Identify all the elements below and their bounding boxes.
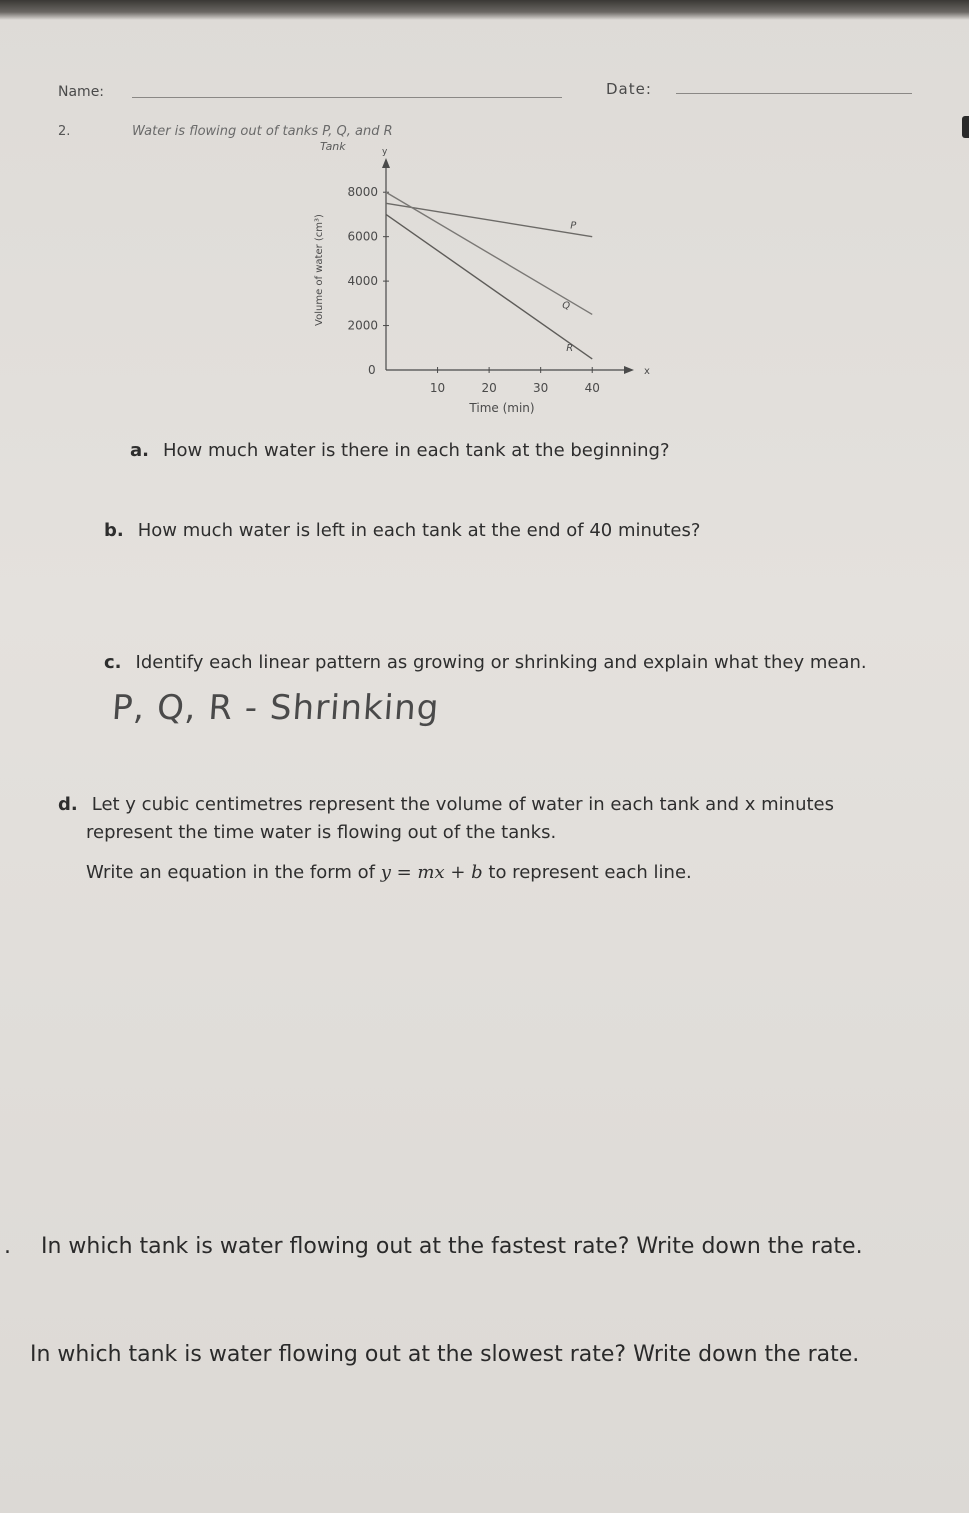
question-c-letter: c.: [104, 652, 122, 673]
series-label-p: P: [570, 220, 577, 232]
question-d-line1: [58, 794, 834, 815]
date-field-line[interactable]: [676, 93, 912, 94]
origin-label: 0: [368, 363, 376, 377]
name-field-line[interactable]: [132, 97, 562, 98]
question-b: [104, 520, 700, 541]
question-a-text: How much water is there in each tank at the beginning?: [162, 440, 670, 461]
question-b-letter: b.: [104, 520, 124, 541]
x-tick-label: 30: [533, 381, 549, 395]
top-shadow: [0, 0, 969, 20]
question-number: 2.: [58, 124, 71, 139]
binder-mark: [962, 116, 969, 138]
question-d-letter: d.: [58, 794, 78, 815]
name-label: Name:: [58, 84, 105, 100]
handwritten-answer-c: P, Q, R - Shrinking: [110, 688, 441, 728]
question-a: [130, 440, 670, 461]
x-axis-arrow: [624, 366, 634, 374]
question-d-text-3-pre: Write an equation in the form of: [86, 862, 381, 883]
y-axis-letter: y: [382, 147, 388, 157]
question-d-line2: represent the time water is flowing out of the tanks.: [86, 822, 557, 843]
question-f: In which tank is water flowing out at the slowest rate? Write down the rate.: [30, 1342, 860, 1367]
y-tick-label: 8000: [347, 185, 378, 200]
series-line-r: [386, 214, 592, 358]
y-tick-label: 4000: [347, 274, 378, 289]
question-intro: Water is flowing out of tanks P, Q, and R: [132, 124, 393, 139]
series-line-p: [386, 203, 592, 236]
question-c: [104, 652, 867, 673]
question-c-text: Identify each linear pattern as growing or shrinking and explain what they mean.: [135, 652, 867, 673]
y-axis-title: Volume of water (cm³): [314, 214, 325, 326]
question-d-text-1: Let y cubic centimetres represent the volume of water in each tank and x minutes: [91, 794, 834, 815]
series-line-q: [386, 192, 592, 314]
question-e: [4, 1234, 863, 1259]
x-tick-label: 20: [481, 381, 497, 395]
equation-form: y = mx + b: [380, 862, 483, 883]
question-e-text: In which tank is water flowing out at the fastest rate? Write down the rate.: [41, 1234, 863, 1259]
y-axis-arrow: [382, 158, 390, 168]
question-d-text-3-post: to represent each line.: [482, 862, 692, 883]
question-b-text: How much water is left in each tank at the end of 40 minutes?: [137, 520, 701, 541]
x-axis-letter: x: [644, 366, 650, 377]
y-tick-label: 6000: [347, 229, 378, 244]
y-tick-label: 2000: [347, 318, 378, 333]
x-tick-label: 10: [429, 381, 446, 395]
question-e-bullet: .: [4, 1234, 11, 1259]
series-label-q: Q: [562, 300, 571, 312]
question-a-letter: a.: [130, 440, 149, 461]
scribble-note: Tank: [320, 140, 346, 153]
tank-volume-chart: [300, 147, 650, 430]
series-label-r: R: [566, 342, 574, 354]
x-axis-title: Time (min): [469, 401, 535, 415]
x-tick-label: 40: [584, 381, 600, 395]
date-label: Date:: [606, 80, 652, 98]
question-d-line3: [86, 862, 692, 883]
